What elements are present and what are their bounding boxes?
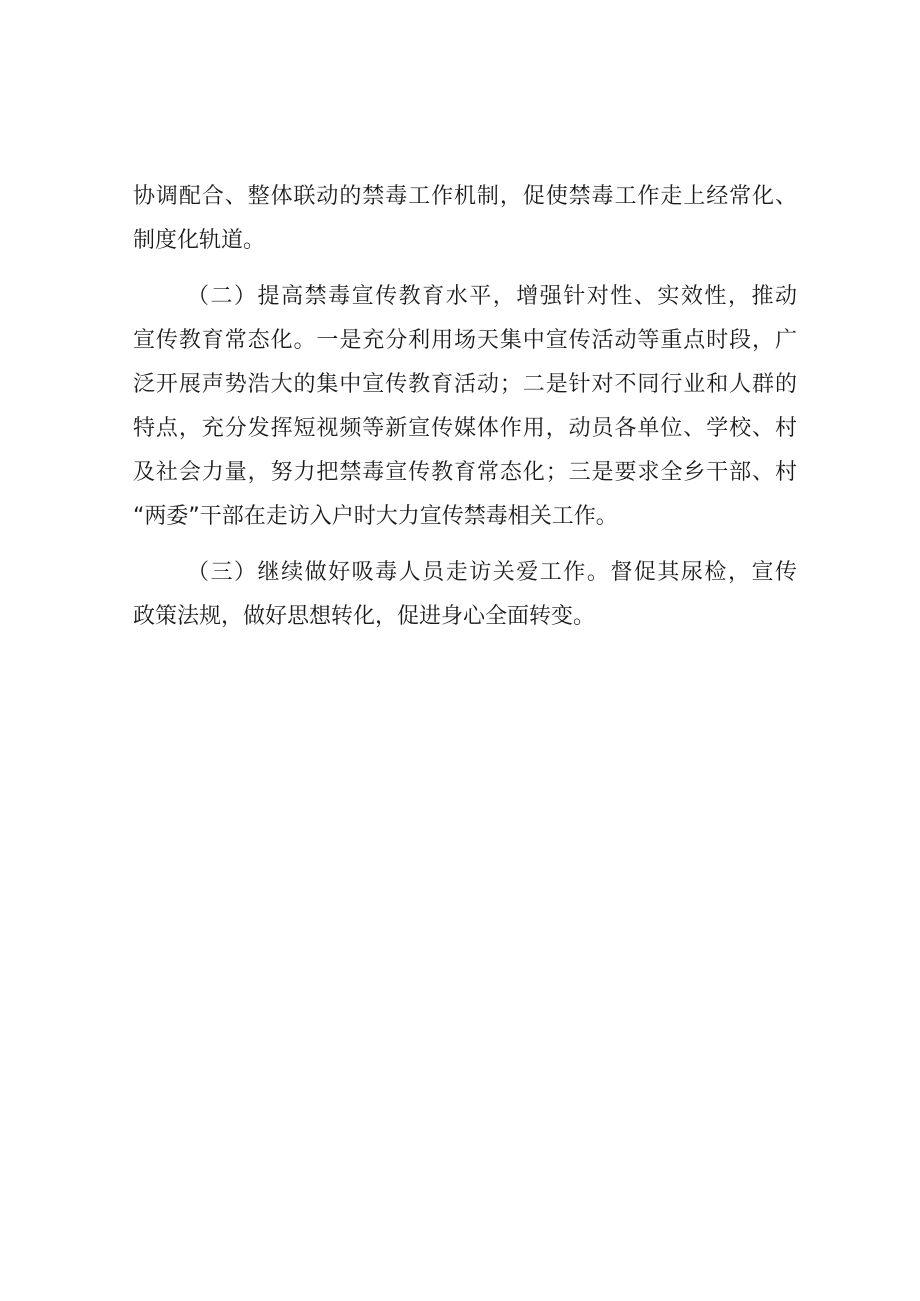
paragraph-2-line-4: 特点，充分发挥短视频等新宣传媒体作用，动员各单位、学校、村 <box>133 416 797 441</box>
paragraph-2-line-3: 泛开展声势浩大的集中宣传教育活动；二是针对不同行业和人群的 <box>133 372 797 397</box>
paragraph-1-line-2: 制度化轨道。 <box>133 228 266 253</box>
paragraph-2-line-1: （二）提高禁毒宣传教育水平，增强针对性、实效性，推动 <box>187 284 797 309</box>
paragraph-2-line-5: 及社会力量，努力把禁毒宣传教育常态化；三是要求全乡干部、村 <box>133 460 797 485</box>
paragraph-3-line-2: 政策法规，做好思想转化，促进身心全面转变。 <box>133 604 596 629</box>
paragraph-1-line-1: 协调配合、整体联动的禁毒工作机制，促使禁毒工作走上经常化、 <box>133 184 797 209</box>
paragraph-2-line-6: “两委”干部在走访入户时大力宣传禁毒相关工作。 <box>133 504 618 529</box>
paragraph-3-line-1: （三）继续做好吸毒人员走访关爱工作。督促其尿检，宣传 <box>187 560 797 585</box>
paragraph-2-line-2: 宣传教育常态化。一是充分利用场天集中宣传活动等重点时段，广 <box>133 328 797 353</box>
